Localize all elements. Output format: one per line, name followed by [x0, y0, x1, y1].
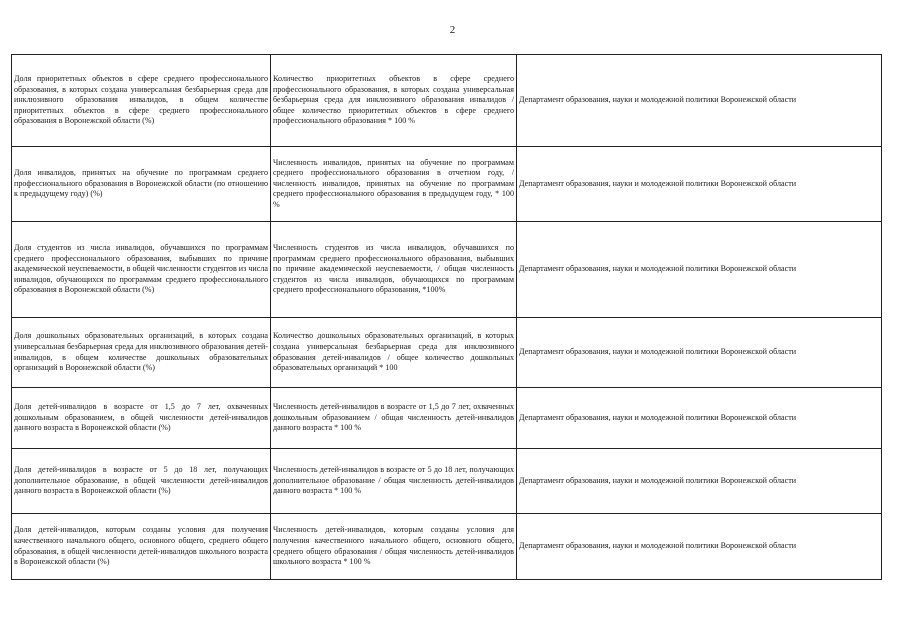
table-row [12, 449, 882, 514]
indicator-cell: Доля студентов из числа инвалидов, обучавшихся по программам среднего профессионального образования, выбывших по причине академической неуспеваемости, в общей численности студентов из числа инвалидов, обучающихся по программам среднего профессионального образования в Воронежской области (%) [12, 222, 271, 318]
department-cell: Департамент образования, науки и молодежной политики Воронежской области [517, 318, 882, 388]
department-cell: Департамент образования, науки и молодежной политики Воронежской области [517, 55, 882, 147]
indicator-cell: Доля детей-инвалидов, которым созданы условия для получения качественного начального общего, основного общего, среднего общего образования, в общей численности детей-инвалидов школьного возраста в Воронежской области (%) [12, 514, 271, 580]
table-row [12, 222, 882, 318]
formula-cell: Численность студентов из числа инвалидов, обучавшихся по программам среднего профессионального образования, выбывших по причине академической неуспеваемости, / общая численность студентов из числа инвалидов, обучающихся по программам среднего профессионального образования, *100% [271, 222, 517, 318]
indicator-cell: Доля инвалидов, принятых на обучение по программам среднего профессионального образования в Воронежской области (по отношению к предыдущему году) (%) [12, 147, 271, 222]
table-row [12, 318, 882, 388]
indicator-cell: Доля дошкольных образовательных организаций, в которых создана универсальная безбарьерная среда для инклюзивного образования детей-инвалидов, в общем количестве дошкольных образовательных организаций в Воронежской области (%) [12, 318, 271, 388]
table-row [12, 147, 882, 222]
indicator-cell: Доля детей-инвалидов в возрасте от 5 до 18 лет, получающих дополнительное образование, в общей численности детей-инвалидов данного возраста в Воронежской области (%) [12, 449, 271, 514]
department-cell: Департамент образования, науки и молодежной политики Воронежской области [517, 449, 882, 514]
department-cell: Департамент образования, науки и молодежной политики Воронежской области [517, 388, 882, 449]
indicator-cell: Доля детей-инвалидов в возрасте от 1,5 до 7 лет, охваченных дошкольным образованием, в общей численности детей-инвалидов данного возраста в Воронежской области (%) [12, 388, 271, 449]
department-cell: Департамент образования, науки и молодежной политики Воронежской области [517, 147, 882, 222]
table-row [12, 514, 882, 580]
page-number: 2 [449, 24, 456, 36]
table-row [12, 388, 882, 449]
department-cell: Департамент образования, науки и молодежной политики Воронежской области [517, 514, 882, 580]
table-row [12, 55, 882, 147]
formula-cell: Численность детей-инвалидов в возрасте от 1,5 до 7 лет, охваченных дошкольным образованием / общая численность детей-инвалидов данного возраста * 100 % [271, 388, 517, 449]
indicator-cell: Доля приоритетных объектов в сфере среднего профессионального образования, в которых создана универсальная безбарьерная среда для инклюзивного образования инвалидов, в общем количестве приоритетных объектов в сфере среднего профессионального образования в Воронежской области (%) [12, 55, 271, 147]
department-cell: Департамент образования, науки и молодежной политики Воронежской области [517, 222, 882, 318]
formula-cell: Количество дошкольных образовательных организаций, в которых создана универсальная безбарьерная среда для инклюзивного образования детей-инвалидов / общее количество дошкольных образовательных организаций * 100 [271, 318, 517, 388]
formula-cell: Количество приоритетных объектов в сфере среднего профессионального образования, в которых создана универсальная безбарьерная среда для инклюзивного образования инвалидов / общее количество приоритетных объектов в сфере среднего профессионального образования * 100 % [271, 55, 517, 147]
formula-cell: Численность инвалидов, принятых на обучение по программам среднего профессионального образования в отчетном году, / численность инвалидов, принятых на обучение по программам среднего профессионального образования в предыдущем году, * 100 % [271, 147, 517, 222]
indicators-table [11, 54, 882, 580]
formula-cell: Численность детей-инвалидов, которым созданы условия для получения качественного начального общего, основного общего, среднего общего образования / общая численность детей-инвалидов школьного возраста * 100 % [271, 514, 517, 580]
formula-cell: Численность детей-инвалидов в возрасте от 5 до 18 лет, получающих дополнительное образование / общая численность детей-инвалидов данного возраста * 100 % [271, 449, 517, 514]
